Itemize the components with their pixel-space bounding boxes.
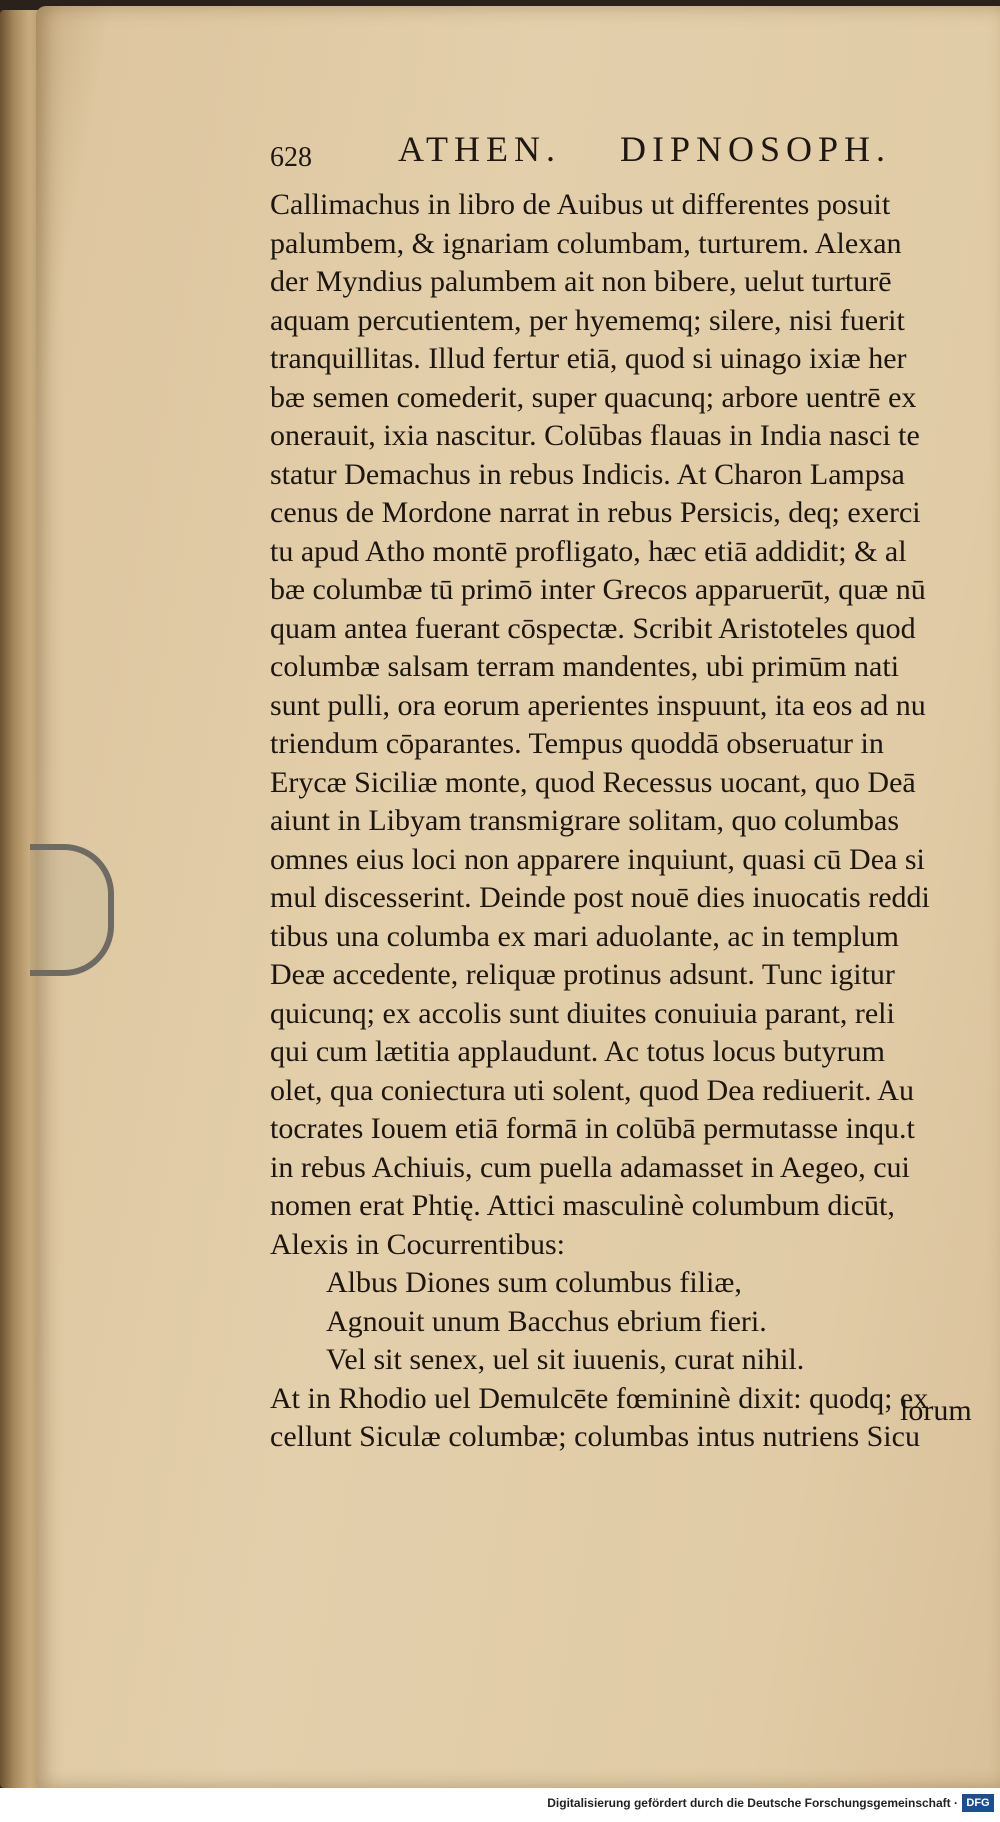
running-title-right: DIPNOSOPH. bbox=[620, 129, 892, 169]
verse-line: Albus Diones sum columbus filiæ, bbox=[326, 1266, 742, 1299]
text-line: tibus una columba ex mari aduolante, ac in templum bbox=[270, 919, 899, 953]
text-line: Erycæ Siciliæ monte, quod Recessus uocant, quo Deā bbox=[270, 765, 916, 799]
page-header bbox=[270, 128, 890, 178]
text-line: tranquillitas. Illud fertur etiā, quod si uinago ixiæ her bbox=[270, 342, 907, 375]
verse-line: Vel sit senex, uel sit iuuenis, curat nihil. bbox=[326, 1343, 805, 1376]
body-text bbox=[270, 186, 990, 1457]
text-line: aiunt in Libyam transmigrare solitam, quo columbas bbox=[270, 804, 900, 837]
text-line: cenus de Mordone narrat in rebus Persicis, deq; exerci bbox=[270, 496, 921, 529]
text-line: bæ columbæ tū primō inter Grecos apparuerūt, quæ nū bbox=[270, 573, 926, 606]
text-line: mul discesserint. Deinde post nouē dies inuocatis reddi bbox=[270, 881, 930, 914]
page-clip bbox=[30, 844, 114, 976]
text-line: onerauit, ixia nascitur. Colūbas flauas in India nasci te bbox=[270, 419, 920, 452]
dfg-logo: DFG bbox=[962, 1794, 994, 1812]
text-line: qui cum lætitia applaudunt. Ac totus locus butyrum bbox=[270, 1035, 885, 1068]
running-title-left: ATHEN. bbox=[398, 129, 561, 169]
text-line: At in Rhodio uel Demulcēte fœmininè dixit: quodq; ex bbox=[270, 1381, 929, 1415]
text-line: nomen erat Phtię. Attici masculinè columbum dicūt, bbox=[270, 1189, 895, 1222]
text-line: quicunq; ex accolis sunt diuites conuiuia parant, reli bbox=[270, 996, 895, 1030]
text-line: Alexis in Cocurrentibus: bbox=[270, 1227, 565, 1261]
text-line: tocrates Iouem etiā formā in colūbā permutasse inqu.t bbox=[270, 1112, 915, 1145]
text-line: in rebus Achiuis, cum puella adamasset in Aegeo, cui bbox=[270, 1150, 910, 1184]
text-line: aquam percutientem, per hyememq; silere, nisi fuerit bbox=[270, 303, 905, 337]
text-line: statur Demachus in rebus Indicis. At Charon Lampsa bbox=[270, 457, 905, 491]
text-line: tu apud Atho montē profligato, hæc etiā addidit; & al bbox=[270, 534, 907, 568]
text-line: omnes eius loci non apparere inquiunt, quasi cū Dea si bbox=[270, 842, 925, 876]
catchword: lorum bbox=[900, 1394, 972, 1427]
text-line: Callimachus in libro de Auibus ut differentes posuit bbox=[270, 188, 891, 221]
footer-credit: Digitalisierung gefördert durch die Deutsche Forschungsgemeinschaft · bbox=[547, 1796, 958, 1810]
text-line: olet, qua coniectura uti solent, quod Dea rediuerit. Au bbox=[270, 1073, 914, 1107]
text-line: quam antea fuerant cōspectæ. Scribit Aristoteles quod bbox=[270, 611, 916, 645]
page-number: 628 bbox=[270, 142, 312, 173]
text-line: sunt pulli, ora eorum aperientes inspuunt, ita eos ad nu bbox=[270, 688, 926, 722]
digitization-footer bbox=[0, 1788, 1000, 1822]
text-line: palumbem, & ignariam columbam, turturem. Alexan bbox=[270, 226, 902, 260]
text-line: Deæ accedente, reliquæ protinus adsunt. Tunc igitur bbox=[270, 958, 895, 991]
text-line: der Myndius palumbem ait non bibere, uelut turturē bbox=[270, 265, 892, 298]
text-line: bæ semen comederit, super quacunq; arbore uentrē ex bbox=[270, 380, 917, 414]
text-line: cellunt Siculæ columbæ; columbas intus nutriens Sicu bbox=[270, 1420, 920, 1453]
text-line: triendum cōparantes. Tempus quoddā obseruatur in bbox=[270, 727, 884, 760]
verse-line: Agnouit unum Bacchus ebrium fieri. bbox=[326, 1304, 767, 1338]
text-line: columbæ salsam terram mandentes, ubi primūm nati bbox=[270, 650, 900, 683]
